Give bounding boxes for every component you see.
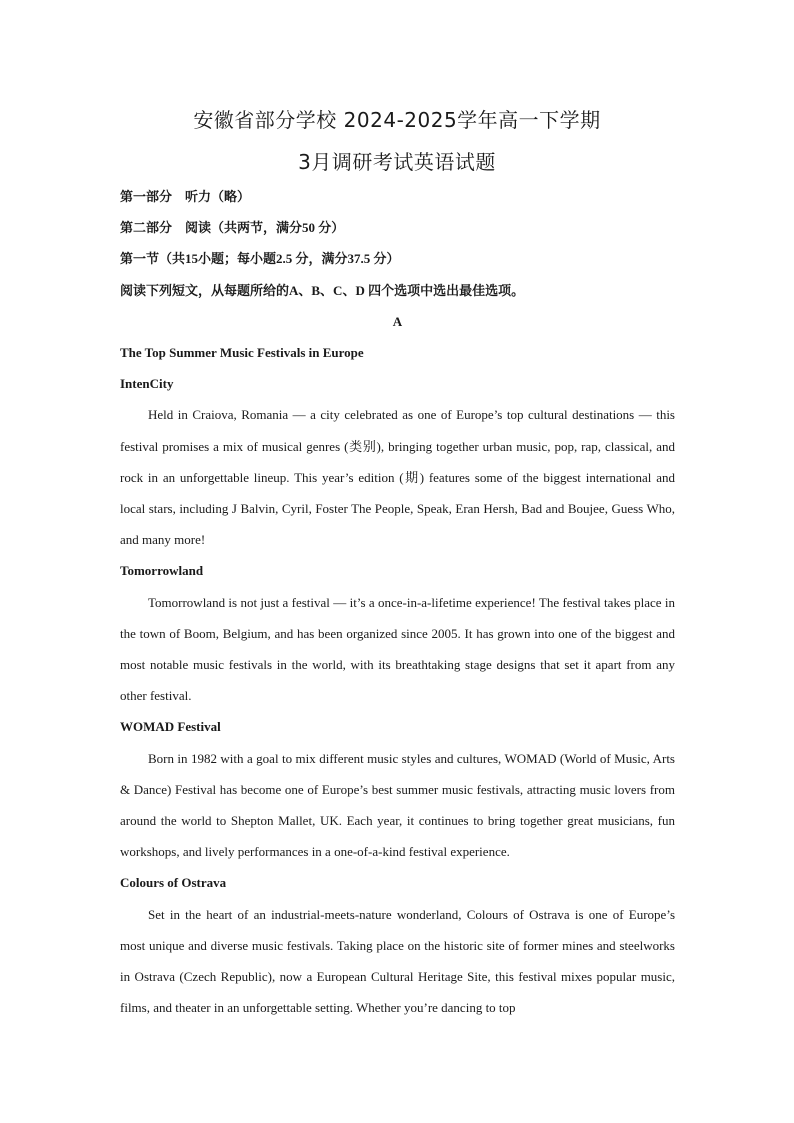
section-one-heading: 第一节（共15小题；每小题2.5 分，满分37.5 分） [120, 251, 400, 267]
section-text-intencity: Held in Craiova, Romania — a city celebrated as one of Europe’s top cultural destinations — this festival promises a mix of musical genres (类别), bringing together urban music, pop, rap, classical, and rock in an unforgettable lineup. This year’s edition (期) features some of the biggest international and local stars, including J Balvin, Cyril, Foster The People, Speak, Eran Hersh, Bad and Boujee, Guess Who, and many more! [120, 407, 675, 548]
passage-title: The Top Summer Music Festivals in Europe [120, 344, 364, 360]
section-text-womad: Born in 1982 with a goal to mix different music styles and cultures, WOMAD (World of Music, Arts & Dance) Festival has become one of Europe’s best summer music festivals, attracting music lovers from around the world to Shepton Mallet, UK. Each year, it continues to bring together great musicians, fun workshops, and lively performances in a one-of-a-kind festival experience. [120, 750, 675, 860]
part-one-heading: 第一部分 听力（略） [120, 189, 251, 204]
section-text-tomorrowland: Tomorrowland is not just a festival — it’s a once-in-a-lifetime experience! The festival takes place in the town of Boom, Belgium, and has been organized since 2005. It has grown into one of the biggest and most notable music festivals in the world, with its breathtaking stage designs that set it apart from any other festival. [120, 594, 675, 704]
instructions: 阅读下列短文，从每题所给的A、B、C、D 四个选项中选出最佳选项。 [120, 282, 525, 298]
section-heading-intencity: IntenCity [120, 376, 174, 392]
exam-title-line-1: 安徽省部分学校 2024-2025学年高一下学期 [193, 108, 601, 132]
section-heading-womad: WOMAD Festival [120, 719, 221, 735]
section-heading-tomorrowland: Tomorrowland [120, 563, 204, 579]
passage-label: A [392, 313, 403, 329]
part-two-heading: 第二部分 阅读（共两节，满分50 分） [120, 220, 345, 236]
page-content [120, 181, 675, 1023]
section-text-colours-of-ostrava: Set in the heart of an industrial-meets-nature wonderland, Colours of Ostrava is one of Europe’s most unique and diverse music festivals. Taking place on the historic site of former mines and steelworks in Ostrava (Czech Republic), now a European Cultural Heritage Site, this festival mixes popular music, films, and theater in an unforgettable setting. Whether you’re dancing to top [120, 906, 675, 1016]
exam-title-line-2: 3月调研考试英语试题 [298, 150, 496, 174]
section-heading-colours-of-ostrava: Colours of Ostrava [120, 875, 227, 891]
